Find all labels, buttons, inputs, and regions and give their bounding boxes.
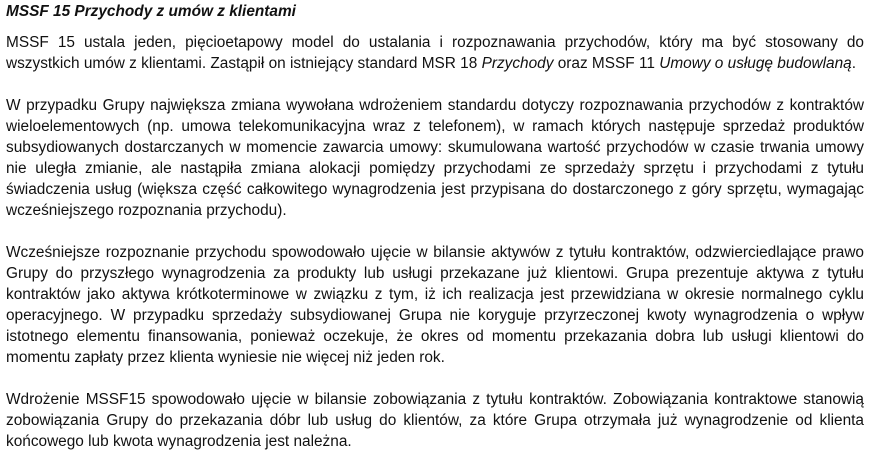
paragraph-contract-liabilities: Wdrożenie MSSF15 spowodowało ujęcie w bilansie zobowiązania z tytułu kontraktów. Zobowiązania kontraktowe stanowią zobowiązania Grupy do przekazania dóbr lub usług do klientów, za które Grupa otrzymała już wynagrodzenie od klienta końcowego lub kwota wynagrodzenia jest należna. (6, 391, 864, 450)
document-body (6, 0, 864, 452)
paragraph-standard-overview (6, 32, 864, 74)
paragraph-group-impact: W przypadku Grupy największa zmiana wywołana wdrożeniem standardu dotyczy rozpoznawania przychodów z kontraktów wieloelementowych (np. umowa telekomunikacyjna wraz z telefonem), w ramach których następuje sprzedaż produktów subsydiowanych dostarczanych w momencie zawarcia umowy: skumulowana wartość przychodów w czasie trwania umowy nie uległa zmianie, ale nastąpiła zmiana alokacji pomiędzy przychodami ze sprzedaży sprzętu i przychodami z tytułu świadczenia usług (większa część całkowitego wynagrodzenia jest przypisana do dostarczonego z góry sprzętu, wymagając wcześniejszego rozpoznania przychodu). (6, 97, 864, 219)
standard-title-italic: Przychody (481, 55, 554, 72)
paragraph-text: . (851, 55, 856, 72)
paragraph-contract-assets: Wcześniejsze rozpoznanie przychodu spowodowało ujęcie w bilansie aktywów z tytułu kontraktów, odzwierciedlające prawo Grupy do przyszłego wynagrodzenia za produkty lub usługi przekazane już klientowi. Grupa prezentuje aktywa z tytułu kontraktów jako aktywa krótkoterminowe w związku z tym, iż ich realizacja jest przewidziana w okresie normalnego cyklu operacyjnego. W przypadku sprzedaży subsydiowanej Grupa nie koryguje przyrzeczonej kwoty wynagrodzenia o wpływ istotnego elementu finansowania, ponieważ oczekuje, że okres od momentu przekazania dobra lub usługi klientowi do momentu zapłaty przez klienta wyniesie nie więcej niż jeden rok. (6, 244, 864, 366)
paragraph-text: oraz MSSF 11 (553, 55, 660, 72)
section-heading: MSSF 15 Przychody z umów z klientami (6, 3, 296, 20)
paragraph-text: MSSF 15 ustala jeden, pięcioetapowy model do ustalania i rozpoznawania przychodów, który ma być stosowany do wszystkich umów z klientami. Zastąpił on istniejący standard MSR 18 (6, 34, 864, 72)
standard-title-italic: Umowy o usługę budowlaną (659, 55, 852, 72)
